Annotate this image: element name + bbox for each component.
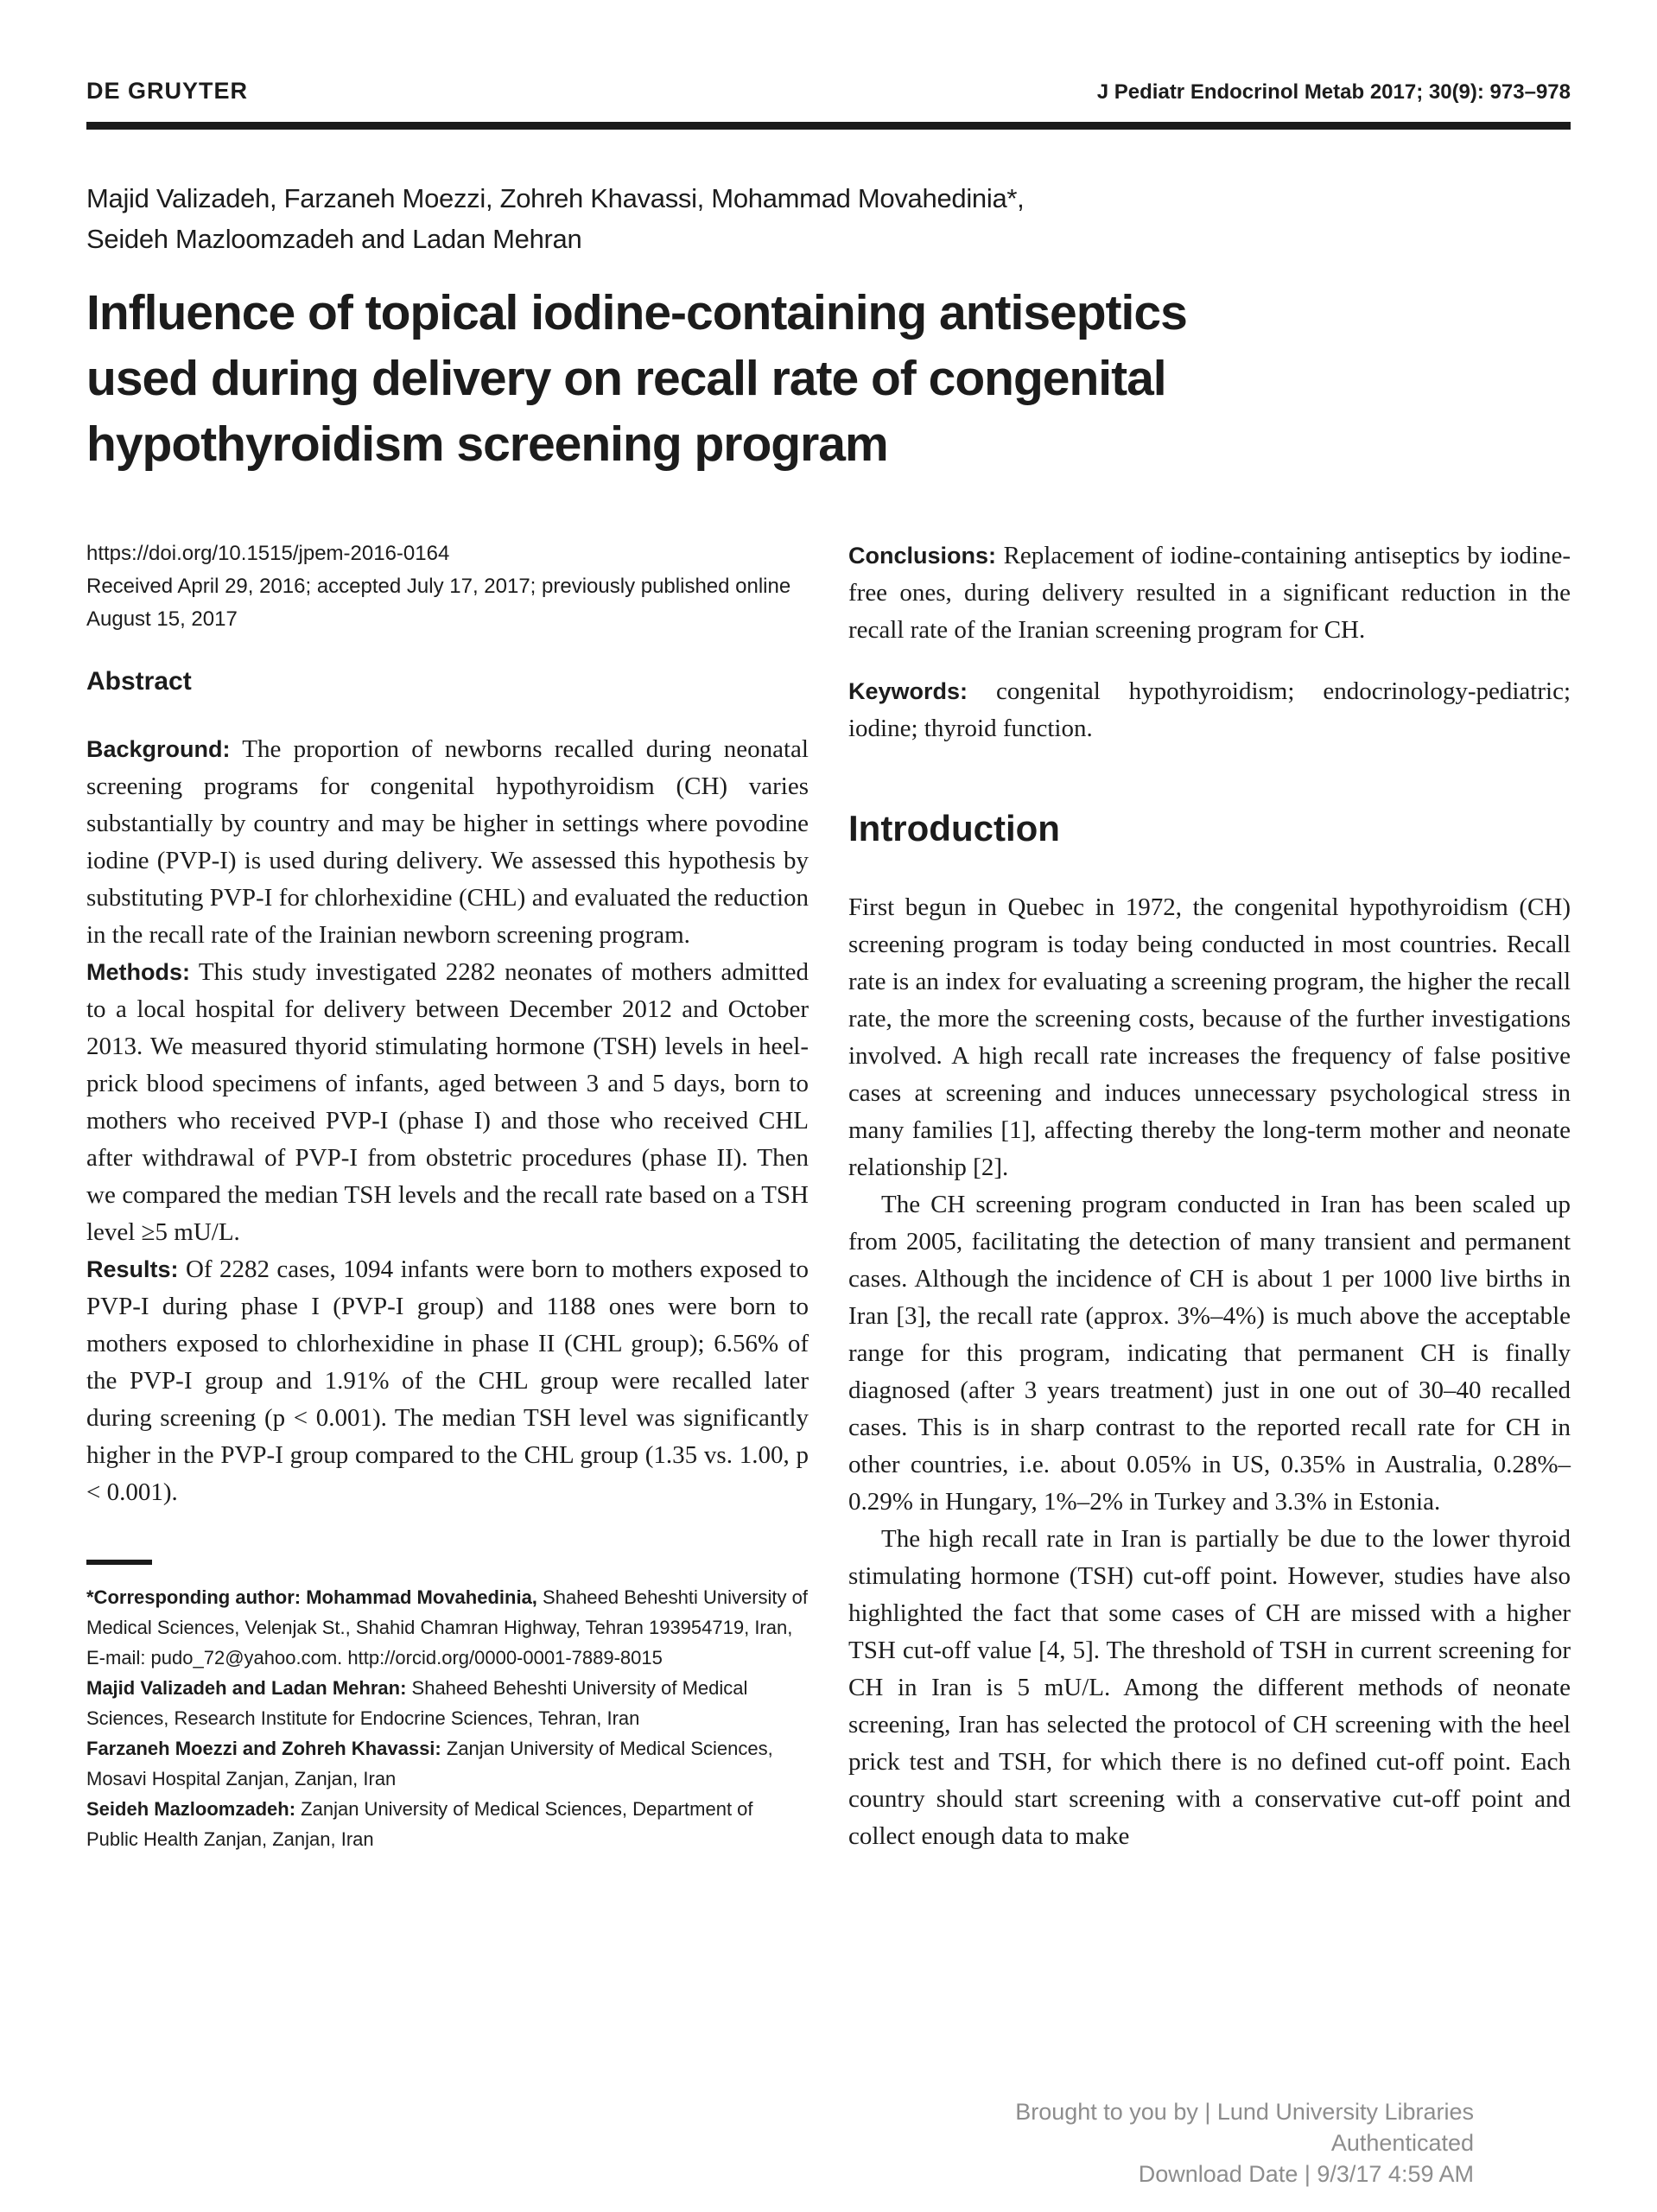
left-column: [86, 537, 809, 1855]
footnote-affiliation-1: [86, 1673, 809, 1733]
article-title-line-1: Influence of topical iodine-containing antiseptics: [86, 285, 1187, 340]
footer-provider-line: Brought to you by | Lund University Libraries: [1015, 2099, 1474, 2125]
two-column-body: [86, 537, 1571, 1855]
abstract-keywords-paragraph: [848, 673, 1571, 747]
abstract-conclusions-paragraph: [848, 537, 1571, 649]
received-dates-text: Received April 29, 2016; accepted July 17, 2017; previously published online August 15, 2017: [86, 575, 791, 631]
abstract-methods-paragraph: [86, 954, 809, 1251]
header-rule: [86, 122, 1571, 130]
methods-label: Methods:: [86, 959, 190, 985]
article-info-block: [86, 537, 809, 636]
keywords-text: congenital hypothyroidism; endocrinology-pediatric; iodine; thyroid function.: [848, 677, 1571, 742]
authors-line-1: Majid Valizadeh, Farzaneh Moezzi, Zohreh Khavassi, Mohammad Movahedinia*,: [86, 183, 1025, 213]
introduction-paragraph-2: The CH screening program conducted in Iran has been scaled up from 2005, facilitating the detection of many transient and permanent cases. Although the incidence of CH is about 1 per 1000 live births in Iran [3], the recall rate (approx. 3%–4%) is much above the acceptable range for this program, indicating that permanent CH is finally diagnosed (after 3 years treatment) just in one out of 30–40 recalled cases. This is in sharp contrast to the reported recall rate for CH in other countries, i.e. about 0.05% in US, 0.35% in Australia, 0.28%–0.29% in Hungary, 1%–2% in Turkey and 3.3% in Estonia.: [848, 1191, 1571, 1516]
footer-download-date-line: Download Date | 9/3/17 4:59 AM: [1138, 2161, 1474, 2187]
methods-text: This study investigated 2282 neonates of mothers admitted to a local hospital for delivery between December 2012 and October 2013. We measured thyorid stimulating hormone (TSH) levels in heel-prick blood specimens of infants, aged between 3 and 5 days, born to mothers who received PVP-I (phase I) and those who received CHL after withdrawal of PVP-I from obstetric procedures (phase II). Then we compared the median TSH levels and the recall rate based on a TSH level ≥5 mU/L.: [86, 958, 809, 1246]
affiliation-2-label: Farzaneh Moezzi and Zohreh Khavassi:: [86, 1738, 441, 1759]
right-column: [848, 537, 1571, 1855]
background-label: Background:: [86, 736, 231, 762]
footnote-affiliation-3: [86, 1794, 809, 1854]
article-title-line-3: hypothyroidism screening program: [86, 416, 888, 472]
corresponding-author-label: *Corresponding author: Mohammad Movahedinia,: [86, 1586, 537, 1608]
affiliation-1-text: Shaheed Beheshti University of Medical Sciences, Research Institute for Endocrine Sciences, Tehran, Iran: [86, 1677, 748, 1729]
authors-line-2: Seideh Mazloomzadeh and Ladan Mehran: [86, 224, 582, 254]
publisher-logo: DE GRUYTER: [86, 78, 249, 104]
footer-authenticated-line: Authenticated: [1330, 2130, 1474, 2156]
doi-text: https://doi.org/10.1515/jpem-2016-0164: [86, 542, 450, 565]
access-footer: [1015, 2096, 1474, 2190]
affiliation-2-text: Zanjan University of Medical Sciences, Mosavi Hospital Zanjan, Zanjan, Iran: [86, 1738, 773, 1789]
page-header: [86, 78, 1571, 105]
keywords-label: Keywords:: [848, 678, 968, 704]
abstract-results-paragraph: [86, 1251, 809, 1511]
article-title-line-2: used during delivery on recall rate of congenital: [86, 351, 1166, 406]
affiliation-3-text: Zanjan University of Medical Sciences, Department of Public Health Zanjan, Zanjan, Iran: [86, 1798, 753, 1850]
corresponding-author-text: Shaheed Beheshti University of Medical Sciences, Velenjak St., Shahid Chamran Highway, Tehran 193954719, Iran, E-mail: pudo_72@yahoo.com. http://orcid.org/0000-0001-7889-8015: [86, 1586, 809, 1669]
footnote-corresponding-author: [86, 1582, 809, 1673]
results-label: Results:: [86, 1256, 179, 1282]
author-list: [86, 178, 1571, 259]
affiliation-1-label: Majid Valizadeh and Ladan Mehran:: [86, 1677, 407, 1699]
results-text: Of 2282 cases, 1094 infants were born to mothers exposed to PVP-I during phase I (PVP-I group) and 1188 ones were born to mothers exposed to chlorhexidine in phase II (CHL group); 6.56% of the PVP-I group and 1.91% of the CHL group were recalled later during screening (p < 0.001). The median TSH level was significantly higher in the PVP-I group compared to the CHL group (1.35 vs. 1.00, p < 0.001).: [86, 1255, 809, 1506]
article-title: [86, 280, 1571, 477]
introduction-heading: Introduction: [848, 808, 1060, 849]
footnote-affiliation-2: [86, 1733, 809, 1794]
introduction-paragraph-1: First begun in Quebec in 1972, the congenital hypothyroidism (CH) screening program is today being conducted in most countries. Recall rate is an index for evaluating a screening program, the higher the recall rate, the more the screening costs, because of the further investigations involved. A high recall rate increases the frequency of false positive cases at screening and induces unnecessary psychological stress in many families [1], affecting thereby the long-term mother and neonate relationship [2].: [848, 893, 1571, 1181]
journal-reference: J Pediatr Endocrinol Metab 2017; 30(9): 973–978: [1096, 80, 1571, 104]
background-text: The proportion of newborns recalled during neonatal screening programs for congenital hypothyroidism (CH) varies substantially by country and may be higher in settings where povodine iodine (PVP-I) is used during delivery. We assessed this hypothesis by substituting PVP-I for chlorhexidine (CHL) and evaluated the reduction in the recall rate of the Irainian newborn screening program.: [86, 735, 809, 949]
abstract-heading: Abstract: [86, 667, 192, 696]
conclusions-text: Replacement of iodine-containing antiseptics by iodine-free ones, during delivery resulted in a significant reduction in the recall rate of the Iranian screening program for CH.: [848, 542, 1571, 644]
introduction-paragraph-3: The high recall rate in Iran is partially be due to the lower thyroid stimulating hormone (TSH) cut-off point. However, studies have also highlighted the fact that some cases of CH are missed with a higher TSH cut-off value [4, 5]. The threshold of TSH in current screening for CH in Iran is 5 mU/L. Among the different methods of neonate screening, Iran has selected the protocol of CH screening with the heel prick test and TSH, for which there is no defined cut-off point. Each country should start screening with a conservative cut-off point and collect enough data to make: [848, 1525, 1571, 1850]
conclusions-label: Conclusions:: [848, 543, 997, 569]
abstract-background-paragraph: [86, 731, 809, 954]
footnote-separator: [86, 1560, 152, 1565]
affiliation-3-label: Seideh Mazloomzadeh:: [86, 1798, 296, 1820]
